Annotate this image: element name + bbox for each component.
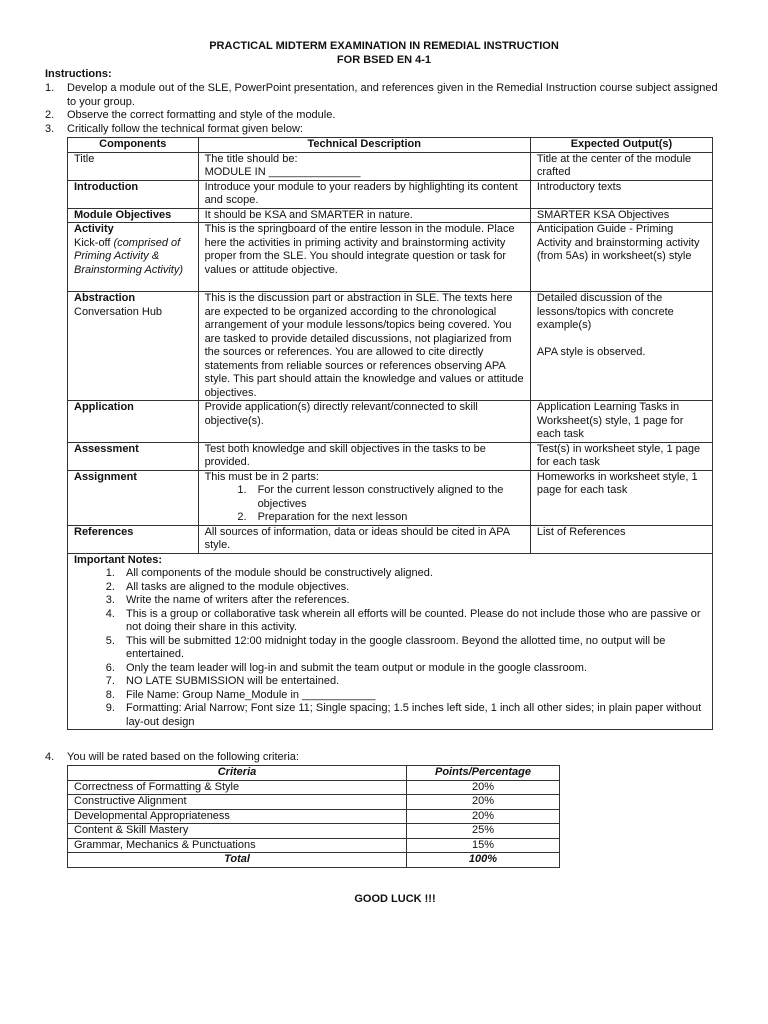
instruction-number: 1.: [45, 82, 55, 94]
list-item: 7. NO LATE SUBMISSION will be entertained.: [118, 675, 706, 689]
instruction-item: [45, 751, 725, 765]
component-cell: Application: [68, 401, 199, 443]
list-item: 6. Only the team leader will log-in and submit the team output or module in the google classroom.: [118, 662, 706, 676]
technical-format-table: [67, 137, 713, 730]
table-row-abstraction: [68, 292, 713, 401]
table-header-row: [68, 138, 713, 153]
description-cell: Test both knowledge and skill objectives in the tasks to be provided.: [198, 442, 530, 470]
output-cell: Homeworks in worksheet style, 1 page for each task: [530, 470, 712, 525]
instructions-label: Instructions:: [45, 68, 112, 80]
component-cell: References: [68, 525, 199, 553]
criteria-cell: Correctness of Formatting & Style: [68, 780, 407, 795]
list-item: 2. All tasks are aligned to the module objectives.: [118, 581, 706, 595]
column-header-criteria: Criteria: [68, 766, 407, 781]
component-subtitle-text: Kick-off: [74, 236, 114, 249]
description-cell: [198, 152, 530, 180]
table-row: [68, 809, 560, 824]
instruction-number: 2.: [45, 109, 55, 121]
description-cell: Introduce your module to your readers by highlighting its content and scope.: [198, 180, 530, 208]
points-cell: 15%: [407, 838, 560, 853]
description-line: MODULE IN _______________: [204, 166, 361, 178]
component-cell: Assignment: [68, 470, 199, 525]
criteria-cell: Constructive Alignment: [68, 795, 407, 810]
table-row-important-notes: [68, 553, 713, 730]
assignment-parts-list: [205, 484, 524, 525]
component-subtitle: [74, 237, 192, 278]
output-cell: [530, 292, 712, 401]
output-cell: Test(s) in worksheet style, 1 page for each task: [530, 442, 712, 470]
description-cell: Provide application(s) directly relevant/connected to skill objective(s).: [198, 401, 530, 443]
table-row: [68, 824, 560, 839]
table-row: [68, 780, 560, 795]
column-header-technical-description: Technical Description: [198, 138, 530, 153]
table-row: [68, 795, 560, 810]
component-cell: [68, 223, 199, 292]
description-cell: It should be KSA and SMARTER in nature.: [198, 208, 530, 223]
column-header-expected-output: Expected Output(s): [530, 138, 712, 153]
output-cell: Introductory texts: [530, 180, 712, 208]
important-notes-cell: [68, 553, 713, 730]
instruction-item: [45, 82, 725, 109]
table-row-assignment: [68, 470, 713, 525]
table-total-row: [68, 853, 560, 868]
description-line: The title should be:: [204, 152, 298, 165]
list-item: 1. All components of the module should be constructively aligned.: [118, 567, 706, 581]
points-cell: 20%: [407, 795, 560, 810]
output-cell: Title at the center of the module crafted: [530, 152, 712, 180]
table-row-introduction: [68, 180, 713, 208]
list-item: 3. Write the name of writers after the references.: [118, 594, 706, 608]
output-cell: List of References: [530, 525, 712, 553]
instruction-item: [45, 123, 725, 137]
table-row-application: [68, 401, 713, 443]
instruction-text: Observe the correct formatting and style of the module.: [67, 109, 336, 121]
output-cell: SMARTER KSA Objectives: [530, 208, 712, 223]
table-row-references: [68, 525, 713, 553]
description-cell: This is the springboard of the entire lesson in the module. Place here the activities in priming activity and brainstorming activity proper from the SLE. You should integrate question or task for values or attitude objective.: [198, 223, 530, 292]
list-item: 1. For the current lesson constructively aligned to the objectives: [250, 484, 524, 511]
points-cell: 20%: [407, 780, 560, 795]
column-header-points: Points/Percentage: [407, 766, 560, 781]
component-name: Activity: [74, 223, 114, 235]
criteria-table: [67, 765, 560, 868]
list-item: 9. Formatting: Arial Narrow; Font size 11; Single spacing; 1.5 inches left side, 1 inch all other sides; in plain paper without lay-out design: [118, 702, 706, 729]
criteria-cell: Developmental Appropriateness: [68, 809, 407, 824]
table-row-module-objectives: [68, 208, 713, 223]
closing-text: GOOD LUCK !!!: [354, 893, 436, 905]
list-item: 4. This is a group or collaborative task wherein all efforts will be counted. Please do not include those who are passive or not doing their share in this activity.: [118, 608, 706, 635]
instruction-text: You will be rated based on the following criteria:: [67, 751, 299, 763]
total-label: Total: [68, 853, 407, 868]
description-line: This must be in 2 parts:: [204, 470, 319, 483]
component-name: Abstraction: [74, 292, 136, 304]
component-cell: Introduction: [68, 180, 199, 208]
table-row-activity: [68, 223, 713, 292]
instruction-number: 4.: [45, 751, 55, 763]
instruction-number: 3.: [45, 123, 55, 135]
component-subtitle: Conversation Hub: [74, 305, 163, 318]
component-subtitle-note: (comprised of Priming Activity & Brainstorming Activity): [74, 236, 184, 276]
list-item: 5. This will be submitted 12:00 midnight today in the google classroom. Beyond the allotted time, no output will be entertained.: [118, 635, 706, 662]
page-title: PRACTICAL MIDTERM EXAMINATION IN REMEDIAL INSTRUCTION: [209, 40, 559, 52]
instruction-item: [45, 109, 725, 123]
table-row-assessment: [68, 442, 713, 470]
table-header-row: [68, 766, 560, 781]
output-cell: Anticipation Guide - Priming Activity and brainstorming activity (from 5As) in worksheet(s) style: [530, 223, 712, 292]
total-value: 100%: [407, 853, 560, 868]
description-cell: All sources of information, data or ideas should be cited in APA style.: [198, 525, 530, 553]
criteria-cell: Content & Skill Mastery: [68, 824, 407, 839]
list-item: 2. Preparation for the next lesson: [250, 511, 524, 525]
notes-list: [74, 567, 706, 729]
points-cell: 20%: [407, 809, 560, 824]
component-cell: Module Objectives: [68, 208, 199, 223]
table-row: [68, 838, 560, 853]
list-item: 8. File Name: Group Name_Module in ____________: [118, 689, 706, 703]
component-cell: Assessment: [68, 442, 199, 470]
component-cell: Title: [68, 152, 199, 180]
column-header-components: Components: [68, 138, 199, 153]
table-row-title: [68, 152, 713, 180]
points-cell: 25%: [407, 824, 560, 839]
instruction-text: Develop a module out of the SLE, PowerPoint presentation, and references given in the Remedial Instruction course subject assigned to your group.: [67, 82, 718, 108]
component-cell: [68, 292, 199, 401]
page-subtitle: FOR BSED EN 4-1: [336, 54, 432, 66]
notes-label: Important Notes:: [74, 553, 162, 566]
output-text: APA style is observed.: [536, 345, 646, 358]
output-text: Detailed discussion of the lessons/topics with concrete example(s): [536, 292, 674, 331]
output-cell: Application Learning Tasks in Worksheet(s) style, 1 page for each task: [530, 401, 712, 443]
description-cell: This is the discussion part or abstraction in SLE. The texts here are expected to be organized according to the chronological arrangement of your module lessons/topics being covered. You are tasked to provide detailed discussions, not plagiarized from the sources or references. You are allowed to cite directly statements from reliable sources or references observing APA style. This part should attain the knowledge and values or attitude objectives.: [198, 292, 530, 401]
instruction-text: Critically follow the technical format given below:: [67, 123, 303, 135]
criteria-cell: Grammar, Mechanics & Punctuations: [68, 838, 407, 853]
description-cell: [198, 470, 530, 525]
